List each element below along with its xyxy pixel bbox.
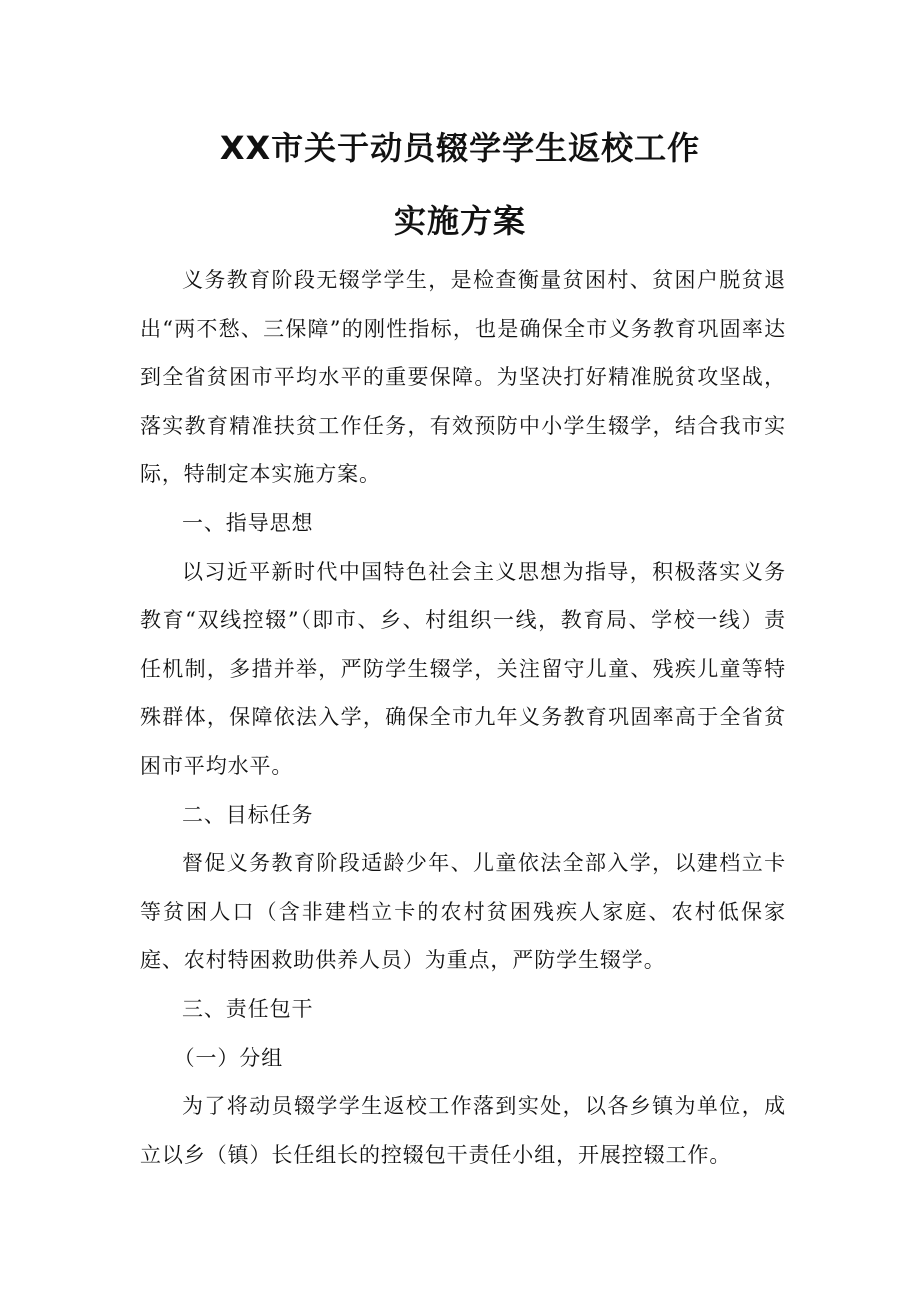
grouping-paragraph: 为了将动员辍学学生返校工作落到实处，以各乡镇为单位，成立以乡（镇）长任组长的控辍包干责任小组，开展控辍工作。: [140, 1094, 786, 1167]
document-body: [140, 256, 786, 1179]
subsection-heading-grouping: （一）分组: [173, 1045, 284, 1070]
section-heading-goals: 二、目标任务: [182, 802, 314, 827]
section-heading-responsibility: 三、责任包干: [182, 996, 314, 1021]
intro-paragraph: 义务教育阶段无辍学学生，是检查衡量贫困村、贫困户脱贫退出“两不愁、三保障”的刚性指标，也是确保全市义务教育巩固率达到全省贫困市平均水平的重要保障。为坚决打好精准脱贫攻坚战，落实教育精准扶贫工作任务，有效预防中小学生辍学，结合我市实际，特制定本实施方案。: [140, 268, 786, 487]
section-heading-guiding-ideology: 一、指导思想: [182, 510, 314, 535]
goals-paragraph: 督促义务教育阶段适龄少年、儿童依法全部入学，以建档立卡等贫困人口（含非建档立卡的农村贫困残疾人家庭、农村低保家庭、农村特困救助供养人员）为重点，严防学生辍学。: [140, 851, 786, 973]
guiding-ideology-paragraph: 以习近平新时代中国特色社会主义思想为指导，积极落实义务教育“双线控辍”（即市、乡、村组织一线，教育局、学校一线）责任机制，多措并举，严防学生辍学，关注留守儿童、残疾儿童等特殊群体，保障依法入学，确保全市九年义务教育巩固率高于全省贫困市平均水平。: [140, 559, 786, 778]
document-title-line2: 实施方案: [393, 202, 526, 240]
document-title-line1: XX市关于动员辍学学生返校工作: [219, 129, 701, 167]
